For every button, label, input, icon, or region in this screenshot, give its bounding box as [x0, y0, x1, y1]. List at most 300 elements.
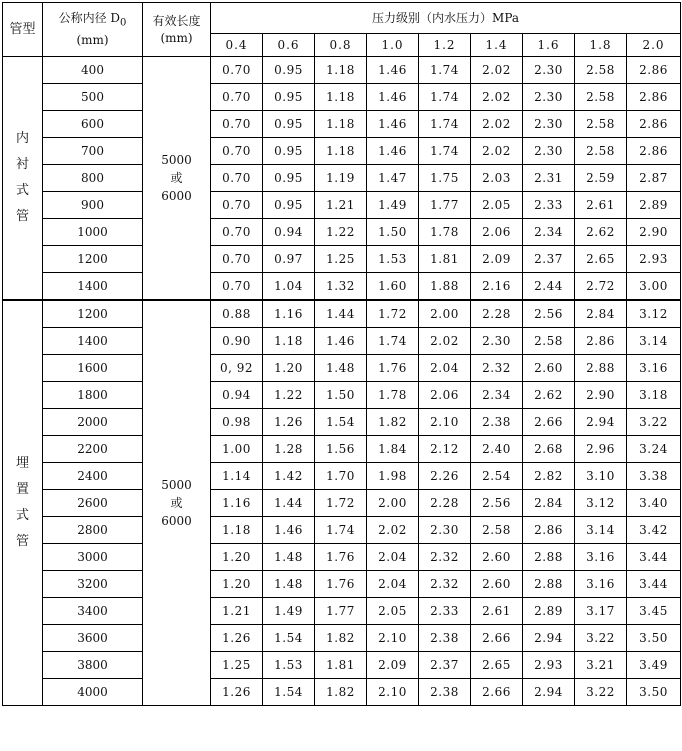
pressure-value-cell: 2.93	[627, 246, 681, 273]
pressure-value-cell: 2.82	[523, 463, 575, 490]
pressure-value-cell: 3.14	[627, 328, 681, 355]
header-effective-length-label: 有效长度	[152, 13, 201, 28]
pressure-level-header: 1.4	[471, 34, 523, 57]
pressure-value-cell: 2.02	[471, 111, 523, 138]
pressure-value-cell: 1.26	[211, 679, 263, 706]
pipe-type-char: 埋	[15, 456, 29, 471]
table-row	[3, 382, 681, 409]
pressure-value-cell: 1.49	[263, 598, 315, 625]
pressure-value-cell: 2.33	[523, 192, 575, 219]
pressure-value-cell: 3.14	[575, 517, 627, 544]
nominal-diameter-cell: 500	[43, 84, 143, 111]
pressure-value-cell: 2.88	[523, 544, 575, 571]
pressure-value-cell: 2.60	[523, 355, 575, 382]
pressure-value-cell: 3.49	[627, 652, 681, 679]
pressure-value-cell: 2.86	[627, 84, 681, 111]
pressure-value-cell: 1.25	[315, 246, 367, 273]
pressure-value-cell: 3.42	[627, 517, 681, 544]
pipe-type-cell	[3, 300, 43, 706]
pressure-value-cell: 1.44	[315, 300, 367, 328]
pressure-value-cell: 1.44	[263, 490, 315, 517]
pipe-type-char: 式	[15, 183, 29, 198]
pressure-value-cell: 1.47	[367, 165, 419, 192]
pressure-level-header: 1.8	[575, 34, 627, 57]
pressure-value-cell: 1.46	[367, 57, 419, 84]
pressure-value-cell: 2.26	[419, 463, 471, 490]
pressure-value-cell: 1.16	[211, 490, 263, 517]
pressure-value-cell: 1.48	[315, 355, 367, 382]
pressure-value-cell: 2.72	[575, 273, 627, 301]
pressure-value-cell: 1.76	[367, 355, 419, 382]
pressure-value-cell: 2.09	[471, 246, 523, 273]
pressure-value-cell: 1.26	[263, 409, 315, 436]
effective-length-line: 6000	[161, 189, 192, 203]
table-row	[3, 192, 681, 219]
pressure-value-cell: 2.10	[419, 409, 471, 436]
pressure-value-cell: 1.28	[263, 436, 315, 463]
effective-length-line: 5000	[161, 478, 192, 492]
pressure-value-cell: 2.66	[523, 409, 575, 436]
pressure-value-cell: 2.30	[471, 328, 523, 355]
pressure-value-cell: 2.84	[523, 490, 575, 517]
pressure-value-cell: 1.18	[315, 111, 367, 138]
pressure-value-cell: 2.09	[367, 652, 419, 679]
effective-length-line: 或	[170, 171, 183, 185]
pressure-value-cell: 3.22	[575, 679, 627, 706]
pressure-value-cell: 1.77	[315, 598, 367, 625]
pressure-value-cell: 1.74	[419, 111, 471, 138]
pressure-value-cell: 1.00	[211, 436, 263, 463]
pressure-value-cell: 3.00	[627, 273, 681, 301]
table-row	[3, 355, 681, 382]
pressure-value-cell: 2.38	[419, 679, 471, 706]
effective-length-line: 6000	[161, 514, 192, 528]
nominal-diameter-cell: 1600	[43, 355, 143, 382]
pressure-value-cell: 0.98	[211, 409, 263, 436]
pressure-level-header: 1.6	[523, 34, 575, 57]
table-row	[3, 571, 681, 598]
pressure-value-cell: 3.12	[575, 490, 627, 517]
pressure-value-cell: 1.21	[211, 598, 263, 625]
table-row	[3, 679, 681, 706]
pressure-value-cell: 2.30	[523, 111, 575, 138]
pressure-value-cell: 2.90	[575, 382, 627, 409]
pressure-level-header: 0.8	[315, 34, 367, 57]
pressure-value-cell: 2.86	[627, 111, 681, 138]
pressure-value-cell: 1.70	[315, 463, 367, 490]
pressure-value-cell: 0.95	[263, 57, 315, 84]
effective-length-line: 或	[170, 496, 183, 510]
pipe-type-char: 内	[15, 131, 29, 146]
table-row	[3, 625, 681, 652]
pressure-value-cell: 2.30	[523, 57, 575, 84]
nominal-diameter-cell: 3200	[43, 571, 143, 598]
header-nominal-diameter-subscript: 0	[120, 17, 127, 29]
pressure-value-cell: 2.90	[627, 219, 681, 246]
pressure-value-cell: 1.04	[263, 273, 315, 301]
pressure-value-cell: 2.58	[575, 57, 627, 84]
pressure-value-cell: 0.70	[211, 273, 263, 301]
pressure-value-cell: 3.16	[575, 571, 627, 598]
pressure-value-cell: 2.86	[575, 328, 627, 355]
pressure-value-cell: 1.46	[367, 111, 419, 138]
pressure-value-cell: 2.61	[471, 598, 523, 625]
pressure-value-cell: 3.12	[627, 300, 681, 328]
pressure-value-cell: 3.50	[627, 679, 681, 706]
pressure-value-cell: 2.34	[523, 219, 575, 246]
pressure-value-cell: 2.84	[575, 300, 627, 328]
header-effective-length	[143, 3, 211, 57]
pressure-value-cell: 3.16	[575, 544, 627, 571]
pressure-value-cell: 2.32	[471, 355, 523, 382]
pressure-value-cell: 1.46	[263, 517, 315, 544]
table-row	[3, 544, 681, 571]
pressure-value-cell: 1.88	[419, 273, 471, 301]
pressure-value-cell: 1.56	[315, 436, 367, 463]
pressure-level-header: 0.4	[211, 34, 263, 57]
table-row	[3, 219, 681, 246]
pressure-value-cell: 2.60	[471, 571, 523, 598]
pressure-value-cell: 1.48	[263, 571, 315, 598]
pressure-value-cell: 1.46	[367, 84, 419, 111]
pressure-value-cell: 2.30	[523, 84, 575, 111]
pressure-value-cell: 2.30	[523, 138, 575, 165]
pressure-value-cell: 2.04	[367, 571, 419, 598]
pressure-value-cell: 0, 92	[211, 355, 263, 382]
pressure-value-cell: 0.70	[211, 138, 263, 165]
pressure-value-cell: 1.32	[315, 273, 367, 301]
pressure-value-cell: 1.50	[315, 382, 367, 409]
pressure-value-cell: 1.98	[367, 463, 419, 490]
header-nominal-diameter-label: 公称内径 D	[58, 11, 121, 26]
pressure-value-cell: 1.20	[211, 571, 263, 598]
nominal-diameter-cell: 1400	[43, 328, 143, 355]
pressure-value-cell: 2.94	[575, 409, 627, 436]
pressure-value-cell: 1.54	[263, 679, 315, 706]
pressure-value-cell: 2.16	[471, 273, 523, 301]
pressure-value-cell: 1.19	[315, 165, 367, 192]
pressure-value-cell: 1.22	[315, 219, 367, 246]
pressure-value-cell: 1.25	[211, 652, 263, 679]
pressure-value-cell: 1.20	[211, 544, 263, 571]
pressure-level-header: 1.0	[367, 34, 419, 57]
pressure-value-cell: 1.78	[367, 382, 419, 409]
pressure-value-cell: 1.16	[263, 300, 315, 328]
pressure-value-cell: 3.21	[575, 652, 627, 679]
pressure-value-cell: 2.59	[575, 165, 627, 192]
pressure-value-cell: 1.18	[315, 138, 367, 165]
pressure-value-cell: 2.00	[419, 300, 471, 328]
pressure-value-cell: 1.74	[315, 517, 367, 544]
pressure-value-cell: 1.82	[315, 625, 367, 652]
pressure-value-cell: 2.68	[523, 436, 575, 463]
pipe-type-char: 衬	[15, 157, 29, 172]
pressure-value-cell: 1.72	[367, 300, 419, 328]
pressure-value-cell: 2.54	[471, 463, 523, 490]
pressure-value-cell: 1.42	[263, 463, 315, 490]
header-pressure-class: 压力级别（内水压力）MPa	[211, 3, 681, 34]
pressure-value-cell: 1.53	[367, 246, 419, 273]
pressure-value-cell: 2.66	[471, 679, 523, 706]
nominal-diameter-cell: 2000	[43, 409, 143, 436]
pressure-value-cell: 2.58	[523, 328, 575, 355]
pressure-value-cell: 2.33	[419, 598, 471, 625]
pressure-value-cell: 0.70	[211, 219, 263, 246]
pressure-value-cell: 2.34	[471, 382, 523, 409]
nominal-diameter-cell: 2200	[43, 436, 143, 463]
pressure-value-cell: 2.37	[419, 652, 471, 679]
pressure-value-cell: 1.74	[367, 328, 419, 355]
nominal-diameter-cell: 1800	[43, 382, 143, 409]
pressure-level-header: 1.2	[419, 34, 471, 57]
header-pipe-type: 管型	[3, 3, 43, 57]
pressure-value-cell: 2.10	[367, 679, 419, 706]
table-row	[3, 246, 681, 273]
pressure-value-cell: 2.02	[471, 57, 523, 84]
pressure-value-cell: 1.26	[211, 625, 263, 652]
pressure-value-cell: 1.54	[263, 625, 315, 652]
pressure-value-cell: 3.24	[627, 436, 681, 463]
pressure-value-cell: 3.38	[627, 463, 681, 490]
pressure-value-cell: 0.95	[263, 84, 315, 111]
pressure-value-cell: 2.31	[523, 165, 575, 192]
pressure-value-cell: 2.96	[575, 436, 627, 463]
pressure-value-cell: 2.88	[575, 355, 627, 382]
table-row	[3, 273, 681, 301]
pressure-value-cell: 1.81	[419, 246, 471, 273]
pressure-value-cell: 1.74	[419, 138, 471, 165]
pressure-value-cell: 2.10	[367, 625, 419, 652]
pressure-value-cell: 1.76	[315, 544, 367, 571]
pressure-value-cell: 1.18	[315, 57, 367, 84]
nominal-diameter-cell: 900	[43, 192, 143, 219]
pressure-value-cell: 1.60	[367, 273, 419, 301]
pressure-value-cell: 2.58	[575, 138, 627, 165]
nominal-diameter-cell: 3800	[43, 652, 143, 679]
pressure-value-cell: 1.74	[419, 84, 471, 111]
nominal-diameter-cell: 1200	[43, 246, 143, 273]
table-row	[3, 111, 681, 138]
pressure-value-cell: 0.95	[263, 138, 315, 165]
pressure-value-cell: 2.05	[367, 598, 419, 625]
effective-length-line: 5000	[161, 153, 192, 167]
pressure-value-cell: 0.70	[211, 111, 263, 138]
pressure-value-cell: 2.60	[471, 544, 523, 571]
pressure-value-cell: 1.54	[315, 409, 367, 436]
nominal-diameter-cell: 700	[43, 138, 143, 165]
pressure-value-cell: 3.44	[627, 571, 681, 598]
pressure-value-cell: 1.84	[367, 436, 419, 463]
nominal-diameter-cell: 3600	[43, 625, 143, 652]
table-row	[3, 84, 681, 111]
pressure-value-cell: 3.16	[627, 355, 681, 382]
pressure-value-cell: 2.86	[627, 57, 681, 84]
pressure-value-cell: 2.66	[471, 625, 523, 652]
pipe-type-cell	[3, 57, 43, 301]
pressure-value-cell: 2.02	[367, 517, 419, 544]
pressure-value-cell: 1.48	[263, 544, 315, 571]
pressure-value-cell: 2.58	[471, 517, 523, 544]
pressure-value-cell: 2.04	[367, 544, 419, 571]
nominal-diameter-cell: 3400	[43, 598, 143, 625]
pressure-value-cell: 1.76	[315, 571, 367, 598]
pressure-value-cell: 0.97	[263, 246, 315, 273]
pressure-value-cell: 2.06	[419, 382, 471, 409]
pipe-type-char: 管	[15, 534, 29, 549]
pressure-value-cell: 2.65	[471, 652, 523, 679]
pressure-value-cell: 2.56	[471, 490, 523, 517]
pressure-value-cell: 2.38	[471, 409, 523, 436]
pressure-value-cell: 3.45	[627, 598, 681, 625]
pressure-value-cell: 2.02	[471, 138, 523, 165]
pressure-value-cell: 1.72	[315, 490, 367, 517]
pressure-value-cell: 2.44	[523, 273, 575, 301]
nominal-diameter-cell: 2800	[43, 517, 143, 544]
pressure-value-cell: 2.61	[575, 192, 627, 219]
pressure-value-cell: 0.95	[263, 192, 315, 219]
pressure-value-cell: 1.77	[419, 192, 471, 219]
nominal-diameter-cell: 3000	[43, 544, 143, 571]
table-body	[3, 57, 681, 706]
pipe-type-char: 置	[15, 482, 29, 497]
nominal-diameter-cell: 1000	[43, 219, 143, 246]
pressure-value-cell: 2.65	[575, 246, 627, 273]
pressure-value-cell: 2.30	[419, 517, 471, 544]
table-row	[3, 409, 681, 436]
pressure-value-cell: 3.44	[627, 544, 681, 571]
header-nominal-diameter-unit: (mm)	[76, 32, 109, 47]
pressure-value-cell: 2.86	[523, 517, 575, 544]
pressure-value-cell: 2.03	[471, 165, 523, 192]
pressure-value-cell: 2.02	[419, 328, 471, 355]
pressure-value-cell: 0.70	[211, 165, 263, 192]
nominal-diameter-cell: 1200	[43, 300, 143, 328]
pressure-value-cell: 1.22	[263, 382, 315, 409]
table-row	[3, 165, 681, 192]
pressure-value-cell: 1.74	[419, 57, 471, 84]
table-row	[3, 463, 681, 490]
pressure-value-cell: 2.05	[471, 192, 523, 219]
pressure-value-cell: 0.88	[211, 300, 263, 328]
pressure-value-cell: 2.02	[471, 84, 523, 111]
effective-length-cell	[143, 300, 211, 706]
table-row	[3, 436, 681, 463]
pressure-value-cell: 2.94	[523, 679, 575, 706]
table-row	[3, 138, 681, 165]
pressure-value-cell: 1.18	[263, 328, 315, 355]
pressure-value-cell: 1.46	[315, 328, 367, 355]
pressure-value-cell: 3.17	[575, 598, 627, 625]
pressure-value-cell: 1.82	[315, 679, 367, 706]
pressure-value-cell: 2.62	[575, 219, 627, 246]
pressure-value-cell: 1.50	[367, 219, 419, 246]
pressure-level-header: 2.0	[627, 34, 681, 57]
pressure-value-cell: 1.82	[367, 409, 419, 436]
pressure-value-cell: 1.75	[419, 165, 471, 192]
pressure-value-cell: 2.62	[523, 382, 575, 409]
pipe-type-char: 式	[15, 508, 29, 523]
pressure-value-cell: 2.37	[523, 246, 575, 273]
header-effective-length-unit: (mm)	[160, 30, 193, 45]
pressure-value-cell: 3.18	[627, 382, 681, 409]
table-row	[3, 652, 681, 679]
pressure-value-cell: 2.86	[627, 138, 681, 165]
pressure-value-cell: 0.94	[211, 382, 263, 409]
pressure-value-cell: 1.49	[367, 192, 419, 219]
pressure-value-cell: 3.50	[627, 625, 681, 652]
pressure-value-cell: 2.32	[419, 544, 471, 571]
pressure-value-cell: 1.53	[263, 652, 315, 679]
pressure-value-cell: 2.06	[471, 219, 523, 246]
pressure-value-cell: 2.12	[419, 436, 471, 463]
pressure-value-cell: 2.94	[523, 625, 575, 652]
pressure-value-cell: 2.28	[419, 490, 471, 517]
pressure-value-cell: 2.38	[419, 625, 471, 652]
nominal-diameter-cell: 800	[43, 165, 143, 192]
pressure-value-cell: 2.28	[471, 300, 523, 328]
pressure-value-cell: 2.58	[575, 111, 627, 138]
table-row	[3, 517, 681, 544]
table-row	[3, 57, 681, 84]
pressure-value-cell: 3.22	[627, 409, 681, 436]
table-row	[3, 328, 681, 355]
pressure-value-cell: 2.40	[471, 436, 523, 463]
pressure-value-cell: 0.90	[211, 328, 263, 355]
pressure-value-cell: 1.78	[419, 219, 471, 246]
pressure-value-cell: 1.20	[263, 355, 315, 382]
pressure-value-cell: 0.95	[263, 111, 315, 138]
pressure-value-cell: 2.89	[523, 598, 575, 625]
nominal-diameter-cell: 600	[43, 111, 143, 138]
pipe-pressure-table	[2, 2, 681, 706]
pressure-value-cell: 1.81	[315, 652, 367, 679]
nominal-diameter-cell: 400	[43, 57, 143, 84]
pressure-value-cell: 2.93	[523, 652, 575, 679]
pressure-value-cell: 3.22	[575, 625, 627, 652]
pressure-value-cell: 0.95	[263, 165, 315, 192]
nominal-diameter-cell: 1400	[43, 273, 143, 301]
nominal-diameter-cell: 2400	[43, 463, 143, 490]
nominal-diameter-cell: 4000	[43, 679, 143, 706]
pressure-value-cell: 2.89	[627, 192, 681, 219]
pressure-value-cell: 3.10	[575, 463, 627, 490]
pressure-value-cell: 2.87	[627, 165, 681, 192]
pressure-value-cell: 2.88	[523, 571, 575, 598]
table-row	[3, 598, 681, 625]
pressure-value-cell: 0.70	[211, 246, 263, 273]
pressure-value-cell: 1.14	[211, 463, 263, 490]
table-row	[3, 490, 681, 517]
pressure-value-cell: 3.40	[627, 490, 681, 517]
pressure-value-cell: 0.70	[211, 84, 263, 111]
pressure-value-cell: 2.32	[419, 571, 471, 598]
effective-length-cell	[143, 57, 211, 301]
nominal-diameter-cell: 2600	[43, 490, 143, 517]
pressure-value-cell: 2.00	[367, 490, 419, 517]
pressure-value-cell: 1.46	[367, 138, 419, 165]
pressure-value-cell: 0.94	[263, 219, 315, 246]
pressure-value-cell: 0.70	[211, 192, 263, 219]
pressure-value-cell: 2.04	[419, 355, 471, 382]
header-nominal-diameter	[43, 3, 143, 57]
pressure-value-cell: 2.58	[575, 84, 627, 111]
pressure-value-cell: 1.21	[315, 192, 367, 219]
pipe-type-char: 管	[15, 209, 29, 224]
pressure-value-cell: 2.56	[523, 300, 575, 328]
table-row	[3, 300, 681, 328]
pressure-value-cell: 1.18	[211, 517, 263, 544]
pressure-value-cell: 1.18	[315, 84, 367, 111]
